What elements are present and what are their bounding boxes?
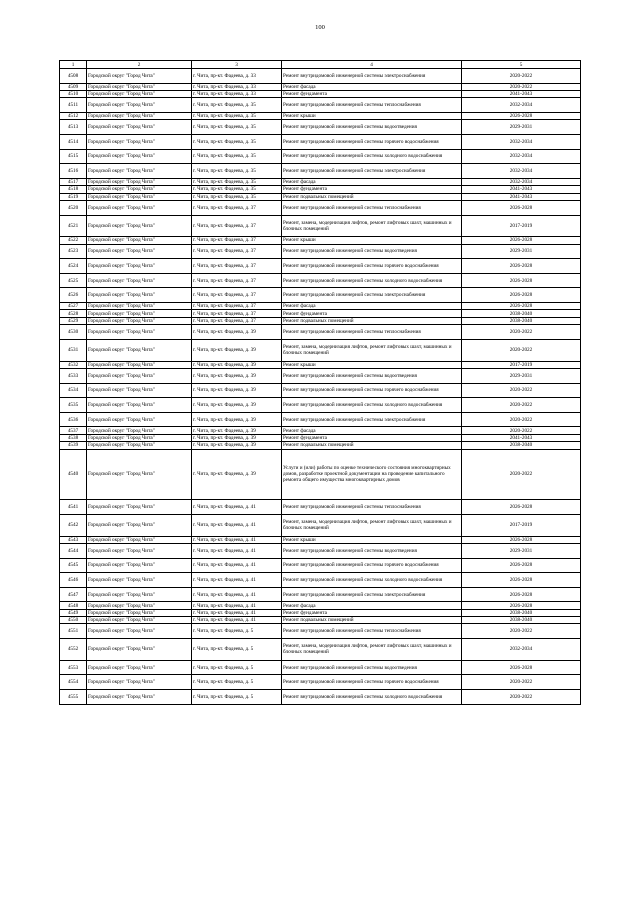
period-cell: 2017-2019 [462, 215, 581, 237]
work-type-cell: Ремонт внутридомовой инженерной системы холодного водоснабжения [282, 149, 462, 164]
address-cell: г. Чита, пр-кт. Фадеева, д. 41 [192, 543, 282, 558]
period-cell: 2038-2040 [462, 617, 581, 624]
work-type-cell: Ремонт фасада [282, 83, 462, 90]
address-cell: г. Чита, пр-кт. Фадеева, д. 41 [192, 514, 282, 536]
work-type-cell: Ремонт крыши [282, 237, 462, 244]
work-type-cell: Ремонт внутридомовой инженерной системы электроснабжения [282, 69, 462, 84]
address-cell: г. Чита, пр-кт. Фадеева, д. 41 [192, 573, 282, 588]
period-cell: 2032-2034 [462, 149, 581, 164]
table-row [60, 412, 581, 427]
row-number: 4518 [60, 186, 87, 193]
district-cell: Городской округ "Город Чита" [87, 237, 192, 244]
row-number: 4550 [60, 617, 87, 624]
table-row [60, 442, 581, 449]
table-row [60, 178, 581, 185]
district-cell: Городской округ "Город Чита" [87, 412, 192, 427]
work-type-cell: Ремонт, замена, модернизация лифтов, ремонт лифтовых шахт, машинных и блочных помещений [282, 639, 462, 661]
address-cell: г. Чита, пр-кт. Фадеева, д. 5 [192, 660, 282, 675]
work-type-cell: Ремонт внутридомовой инженерной системы водоотведения [282, 120, 462, 135]
period-cell: 2020-2022 [462, 624, 581, 639]
district-cell: Городской округ "Город Чита" [87, 639, 192, 661]
row-number: 4516 [60, 164, 87, 179]
work-type-cell: Ремонт крыши [282, 536, 462, 543]
district-cell: Городской округ "Город Чита" [87, 90, 192, 97]
row-number: 4520 [60, 200, 87, 215]
address-cell: г. Чита, пр-кт. Фадеева, д. 35 [192, 178, 282, 185]
row-number: 4534 [60, 383, 87, 398]
district-cell: Городской округ "Город Чита" [87, 624, 192, 639]
period-cell: 2026-2028 [462, 536, 581, 543]
address-cell: г. Чита, пр-кт. Фадеева, д. 37 [192, 273, 282, 288]
period-cell: 2032-2034 [462, 164, 581, 179]
district-cell: Городской округ "Город Чита" [87, 288, 192, 303]
period-cell: 2026-2028 [462, 273, 581, 288]
table-row [60, 558, 581, 573]
period-cell: 2026-2028 [462, 573, 581, 588]
address-cell: г. Чита, пр-кт. Фадеева, д. 39 [192, 325, 282, 340]
period-cell: 2020-2022 [462, 398, 581, 413]
district-cell: Городской округ "Город Чита" [87, 434, 192, 441]
period-cell: 2026-2028 [462, 259, 581, 274]
table-row [60, 573, 581, 588]
row-number: 4548 [60, 602, 87, 609]
period-cell: 2026-2028 [462, 200, 581, 215]
district-cell: Городской округ "Город Чита" [87, 609, 192, 616]
work-type-cell: Ремонт внутридомовой инженерной системы теплоснабжения [282, 624, 462, 639]
column-header: 2 [87, 61, 192, 69]
work-type-cell: Ремонт внутридомовой инженерной системы теплоснабжения [282, 98, 462, 113]
row-number: 4508 [60, 69, 87, 84]
address-cell: г. Чита, пр-кт. Фадеева, д. 35 [192, 193, 282, 200]
address-cell: г. Чита, пр-кт. Фадеева, д. 39 [192, 369, 282, 384]
table-row [60, 310, 581, 317]
district-cell: Городской округ "Город Чита" [87, 361, 192, 368]
district-cell: Городской округ "Город Чита" [87, 369, 192, 384]
district-cell: Городской округ "Город Чита" [87, 98, 192, 113]
district-cell: Городской округ "Город Чита" [87, 500, 192, 515]
period-cell: 2029-2031 [462, 120, 581, 135]
row-number: 4521 [60, 215, 87, 237]
district-cell: Городской округ "Город Чита" [87, 675, 192, 690]
address-cell: г. Чита, пр-кт. Фадеева, д. 39 [192, 427, 282, 434]
period-cell: 2032-2034 [462, 134, 581, 149]
work-type-cell: Ремонт фундамента [282, 310, 462, 317]
period-cell: 2041-2043 [462, 90, 581, 97]
row-number: 4544 [60, 543, 87, 558]
period-cell: 2026-2028 [462, 112, 581, 119]
address-cell: г. Чита, пр-кт. Фадеева, д. 37 [192, 288, 282, 303]
table-row [60, 200, 581, 215]
district-cell: Городской округ "Город Чита" [87, 149, 192, 164]
table-row [60, 120, 581, 135]
capital-repair-table [59, 60, 581, 705]
address-cell: г. Чита, пр-кт. Фадеева, д. 39 [192, 383, 282, 398]
row-number: 4536 [60, 412, 87, 427]
work-type-cell: Ремонт внутридомовой инженерной системы горячего водоснабжения [282, 259, 462, 274]
period-cell: 2038-2040 [462, 310, 581, 317]
period-cell: 2020-2022 [462, 325, 581, 340]
address-cell: г. Чита, пр-кт. Фадеева, д. 41 [192, 617, 282, 624]
district-cell: Городской округ "Город Чита" [87, 442, 192, 449]
address-cell: г. Чита, пр-кт. Фадеева, д. 39 [192, 339, 282, 361]
table-row [60, 273, 581, 288]
work-type-cell: Ремонт, замена, модернизация лифтов, ремонт лифтовых шахт, машинных и блочных помещений [282, 514, 462, 536]
district-cell: Городской округ "Город Чита" [87, 193, 192, 200]
column-header: 3 [192, 61, 282, 69]
district-cell: Городской округ "Город Чита" [87, 69, 192, 84]
work-type-cell: Ремонт внутридомовой инженерной системы горячего водоснабжения [282, 134, 462, 149]
table-row [60, 369, 581, 384]
address-cell: г. Чита, пр-кт. Фадеева, д. 5 [192, 639, 282, 661]
work-type-cell: Ремонт фасада [282, 178, 462, 185]
district-cell: Городской округ "Город Чита" [87, 273, 192, 288]
table-row [60, 361, 581, 368]
column-header: 1 [60, 61, 87, 69]
table-row [60, 149, 581, 164]
work-type-cell: Ремонт внутридомовой инженерной системы электроснабжения [282, 288, 462, 303]
table-row [60, 237, 581, 244]
address-cell: г. Чита, пр-кт. Фадеева, д. 37 [192, 303, 282, 310]
district-cell: Городской округ "Город Чита" [87, 573, 192, 588]
district-cell: Городской округ "Город Чита" [87, 536, 192, 543]
work-type-cell: Ремонт внутридомовой инженерной системы холодного водоснабжения [282, 690, 462, 705]
district-cell: Городской округ "Город Чита" [87, 514, 192, 536]
row-number: 4552 [60, 639, 87, 661]
work-type-cell: Ремонт внутридомовой инженерной системы электроснабжения [282, 164, 462, 179]
table-row [60, 690, 581, 705]
period-cell: 2038-2040 [462, 442, 581, 449]
page-number: 100 [315, 24, 325, 31]
address-cell: г. Чита, пр-кт. Фадеева, д. 41 [192, 602, 282, 609]
period-cell: 2020-2022 [462, 412, 581, 427]
row-number: 4513 [60, 120, 87, 135]
period-cell: 2032-2034 [462, 639, 581, 661]
table-row [60, 83, 581, 90]
address-cell: г. Чита, пр-кт. Фадеева, д. 35 [192, 98, 282, 113]
work-type-cell: Ремонт внутридомовой инженерной системы горячего водоснабжения [282, 383, 462, 398]
work-type-cell: Ремонт внутридомовой инженерной системы водоотведения [282, 369, 462, 384]
address-cell: г. Чита, пр-кт. Фадеева, д. 33 [192, 69, 282, 84]
row-number: 4528 [60, 310, 87, 317]
period-cell: 2020-2022 [462, 690, 581, 705]
district-cell: Городской округ "Город Чита" [87, 215, 192, 237]
table-row [60, 602, 581, 609]
work-type-cell: Ремонт фасада [282, 427, 462, 434]
period-cell: 2041-2043 [462, 193, 581, 200]
table-row [60, 514, 581, 536]
address-cell: г. Чита, пр-кт. Фадеева, д. 39 [192, 412, 282, 427]
district-cell: Городской округ "Город Чита" [87, 660, 192, 675]
address-cell: г. Чита, пр-кт. Фадеева, д. 39 [192, 449, 282, 500]
table-row [60, 164, 581, 179]
work-type-cell: Ремонт внутридомовой инженерной системы горячего водоснабжения [282, 675, 462, 690]
period-cell: 2020-2022 [462, 69, 581, 84]
work-type-cell: Ремонт внутридомовой инженерной системы электроснабжения [282, 587, 462, 602]
district-cell: Городской округ "Город Чита" [87, 186, 192, 193]
address-cell: г. Чита, пр-кт. Фадеева, д. 35 [192, 149, 282, 164]
district-cell: Городской округ "Город Чита" [87, 587, 192, 602]
row-number: 4511 [60, 98, 87, 113]
column-header: 4 [282, 61, 462, 69]
row-number: 4553 [60, 660, 87, 675]
period-cell: 2020-2022 [462, 675, 581, 690]
address-cell: г. Чита, пр-кт. Фадеева, д. 41 [192, 609, 282, 616]
work-type-cell: Ремонт подвальных помещений [282, 317, 462, 324]
table-row [60, 624, 581, 639]
work-type-cell: Ремонт внутридомовой инженерной системы водоотведения [282, 543, 462, 558]
table-row [60, 98, 581, 113]
table-row [60, 288, 581, 303]
period-cell: 2032-2034 [462, 178, 581, 185]
work-type-cell: Ремонт внутридомовой инженерной системы водоотведения [282, 660, 462, 675]
row-number: 4510 [60, 90, 87, 97]
row-number: 4549 [60, 609, 87, 616]
period-cell: 2029-2031 [462, 244, 581, 259]
district-cell: Городской округ "Город Чита" [87, 303, 192, 310]
row-number: 4526 [60, 288, 87, 303]
row-number: 4514 [60, 134, 87, 149]
row-number: 4531 [60, 339, 87, 361]
address-cell: г. Чита, пр-кт. Фадеева, д. 33 [192, 90, 282, 97]
row-number: 4512 [60, 112, 87, 119]
row-number: 4525 [60, 273, 87, 288]
table-row [60, 69, 581, 84]
district-cell: Городской округ "Город Чита" [87, 134, 192, 149]
district-cell: Городской округ "Город Чита" [87, 383, 192, 398]
period-cell: 2041-2043 [462, 434, 581, 441]
work-type-cell: Ремонт внутридомовой инженерной системы холодного водоснабжения [282, 573, 462, 588]
period-cell: 2020-2022 [462, 339, 581, 361]
work-type-cell: Ремонт внутридомовой инженерной системы водоотведения [282, 244, 462, 259]
period-cell: 2026-2028 [462, 558, 581, 573]
district-cell: Городской округ "Город Чита" [87, 244, 192, 259]
district-cell: Городской округ "Город Чита" [87, 112, 192, 119]
work-type-cell: Ремонт фасада [282, 602, 462, 609]
work-type-cell: Ремонт внутридомовой инженерной системы холодного водоснабжения [282, 273, 462, 288]
table-row [60, 339, 581, 361]
table-row [60, 303, 581, 310]
row-number: 4532 [60, 361, 87, 368]
address-cell: г. Чита, пр-кт. Фадеева, д. 37 [192, 200, 282, 215]
table-row [60, 259, 581, 274]
district-cell: Городской округ "Город Чита" [87, 164, 192, 179]
district-cell: Городской округ "Город Чита" [87, 449, 192, 500]
table-row [60, 639, 581, 661]
period-cell: 2020-2022 [462, 383, 581, 398]
period-cell: 2032-2034 [462, 98, 581, 113]
row-number: 4547 [60, 587, 87, 602]
address-cell: г. Чита, пр-кт. Фадеева, д. 41 [192, 587, 282, 602]
district-cell: Городской округ "Город Чита" [87, 617, 192, 624]
table-row [60, 317, 581, 324]
district-cell: Городской округ "Город Чита" [87, 310, 192, 317]
table-row [60, 398, 581, 413]
address-cell: г. Чита, пр-кт. Фадеева, д. 39 [192, 361, 282, 368]
address-cell: г. Чита, пр-кт. Фадеева, д. 35 [192, 120, 282, 135]
row-number: 4537 [60, 427, 87, 434]
address-cell: г. Чита, пр-кт. Фадеева, д. 35 [192, 186, 282, 193]
work-type-cell: Ремонт фундамента [282, 90, 462, 97]
table-row [60, 609, 581, 616]
district-cell: Городской округ "Город Чита" [87, 427, 192, 434]
row-number: 4554 [60, 675, 87, 690]
district-cell: Городской округ "Город Чита" [87, 120, 192, 135]
row-number: 4509 [60, 83, 87, 90]
row-number: 4523 [60, 244, 87, 259]
work-type-cell: Ремонт внутридомовой инженерной системы теплоснабжения [282, 500, 462, 515]
row-number: 4533 [60, 369, 87, 384]
table-row [60, 617, 581, 624]
district-cell: Городской округ "Город Чита" [87, 558, 192, 573]
address-cell: г. Чита, пр-кт. Фадеева, д. 37 [192, 237, 282, 244]
row-number: 4517 [60, 178, 87, 185]
address-cell: г. Чита, пр-кт. Фадеева, д. 35 [192, 164, 282, 179]
address-cell: г. Чита, пр-кт. Фадеева, д. 5 [192, 690, 282, 705]
period-cell: 2029-2031 [462, 369, 581, 384]
table-row [60, 244, 581, 259]
row-number: 4543 [60, 536, 87, 543]
table-row [60, 325, 581, 340]
row-number: 4535 [60, 398, 87, 413]
work-type-cell: Ремонт внутридомовой инженерной системы теплоснабжения [282, 200, 462, 215]
period-cell: 2026-2028 [462, 500, 581, 515]
row-number: 4522 [60, 237, 87, 244]
address-cell: г. Чита, пр-кт. Фадеева, д. 39 [192, 434, 282, 441]
address-cell: г. Чита, пр-кт. Фадеева, д. 35 [192, 134, 282, 149]
district-cell: Городской округ "Город Чита" [87, 317, 192, 324]
address-cell: г. Чита, пр-кт. Фадеева, д. 41 [192, 558, 282, 573]
period-cell: 2038-2040 [462, 317, 581, 324]
row-number: 4519 [60, 193, 87, 200]
row-number: 4539 [60, 442, 87, 449]
row-number: 4546 [60, 573, 87, 588]
work-type-cell: Ремонт, замена, модернизация лифтов, ремонт лифтовых шахт, машинных и блочных помещений [282, 339, 462, 361]
address-cell: г. Чита, пр-кт. Фадеева, д. 37 [192, 310, 282, 317]
table-row [60, 434, 581, 441]
row-number: 4541 [60, 500, 87, 515]
table-row [60, 675, 581, 690]
table-row [60, 90, 581, 97]
work-type-cell: Ремонт, замена, модернизация лифтов, ремонт лифтовых шахт, машинных и блочных помещений [282, 215, 462, 237]
address-cell: г. Чита, пр-кт. Фадеева, д. 37 [192, 317, 282, 324]
column-header: 5 [462, 61, 581, 69]
work-type-cell: Ремонт внутридомовой инженерной системы электроснабжения [282, 412, 462, 427]
district-cell: Городской округ "Город Чита" [87, 543, 192, 558]
district-cell: Городской округ "Город Чита" [87, 325, 192, 340]
address-cell: г. Чита, пр-кт. Фадеева, д. 37 [192, 244, 282, 259]
row-number: 4538 [60, 434, 87, 441]
period-cell: 2020-2022 [462, 449, 581, 500]
period-cell: 2041-2043 [462, 186, 581, 193]
district-cell: Городской округ "Город Чита" [87, 178, 192, 185]
row-number: 4524 [60, 259, 87, 274]
row-number: 4542 [60, 514, 87, 536]
work-type-cell: Ремонт фасада [282, 303, 462, 310]
table-row [60, 660, 581, 675]
table-body [60, 69, 581, 705]
work-type-cell: Ремонт подвальных помещений [282, 193, 462, 200]
table-row [60, 449, 581, 500]
district-cell: Городской округ "Город Чита" [87, 690, 192, 705]
table-row [60, 543, 581, 558]
period-cell: 2026-2028 [462, 587, 581, 602]
table-row [60, 186, 581, 193]
row-number: 4555 [60, 690, 87, 705]
district-cell: Городской округ "Город Чита" [87, 200, 192, 215]
period-cell: 2026-2028 [462, 602, 581, 609]
work-type-cell: Ремонт внутридомовой инженерной системы горячего водоснабжения [282, 558, 462, 573]
district-cell: Городской округ "Город Чита" [87, 259, 192, 274]
period-cell: 2026-2028 [462, 660, 581, 675]
address-cell: г. Чита, пр-кт. Фадеева, д. 33 [192, 83, 282, 90]
work-type-cell: Ремонт подвальных помещений [282, 442, 462, 449]
table-row [60, 587, 581, 602]
row-number: 4545 [60, 558, 87, 573]
row-number: 4540 [60, 449, 87, 500]
period-cell: 2026-2028 [462, 288, 581, 303]
work-type-cell: Ремонт внутридомовой инженерной системы теплоснабжения [282, 325, 462, 340]
table-row [60, 383, 581, 398]
period-cell: 2038-2040 [462, 609, 581, 616]
district-cell: Городской округ "Город Чита" [87, 83, 192, 90]
district-cell: Городской округ "Город Чита" [87, 602, 192, 609]
row-number: 4530 [60, 325, 87, 340]
district-cell: Городской округ "Город Чита" [87, 339, 192, 361]
work-type-cell: Ремонт подвальных помещений [282, 617, 462, 624]
work-type-cell: Ремонт крыши [282, 361, 462, 368]
address-cell: г. Чита, пр-кт. Фадеева, д. 37 [192, 215, 282, 237]
period-cell: 2020-2022 [462, 427, 581, 434]
table-row [60, 215, 581, 237]
work-type-cell: Ремонт фундамента [282, 609, 462, 616]
table-row [60, 500, 581, 515]
address-cell: г. Чита, пр-кт. Фадеева, д. 39 [192, 398, 282, 413]
address-cell: г. Чита, пр-кт. Фадеева, д. 5 [192, 624, 282, 639]
table-row [60, 112, 581, 119]
address-cell: г. Чита, пр-кт. Фадеева, д. 5 [192, 675, 282, 690]
address-cell: г. Чита, пр-кт. Фадеева, д. 35 [192, 112, 282, 119]
work-type-cell: Услуги и (или) работы по оценке технического состояния многоквартирных домов, разработке проектной документации на проведение капитального ремонта общего имущества многоквартирных домов [282, 449, 462, 500]
period-cell: 2017-2019 [462, 361, 581, 368]
table-header-row [60, 61, 581, 69]
period-cell: 2017-2019 [462, 514, 581, 536]
table-row [60, 134, 581, 149]
work-type-cell: Ремонт крыши [282, 112, 462, 119]
address-cell: г. Чита, пр-кт. Фадеева, д. 41 [192, 500, 282, 515]
row-number: 4515 [60, 149, 87, 164]
period-cell: 2026-2028 [462, 237, 581, 244]
district-cell: Городской округ "Город Чита" [87, 398, 192, 413]
address-cell: г. Чита, пр-кт. Фадеева, д. 41 [192, 536, 282, 543]
row-number: 4529 [60, 317, 87, 324]
work-type-cell: Ремонт внутридомовой инженерной системы холодного водоснабжения [282, 398, 462, 413]
period-cell: 2020-2022 [462, 83, 581, 90]
table-row [60, 427, 581, 434]
row-number: 4551 [60, 624, 87, 639]
address-cell: г. Чита, пр-кт. Фадеева, д. 39 [192, 442, 282, 449]
address-cell: г. Чита, пр-кт. Фадеева, д. 37 [192, 259, 282, 274]
work-type-cell: Ремонт фундамента [282, 186, 462, 193]
period-cell: 2026-2028 [462, 303, 581, 310]
table-row [60, 193, 581, 200]
table-row [60, 536, 581, 543]
row-number: 4527 [60, 303, 87, 310]
period-cell: 2029-2031 [462, 543, 581, 558]
work-type-cell: Ремонт фундамента [282, 434, 462, 441]
